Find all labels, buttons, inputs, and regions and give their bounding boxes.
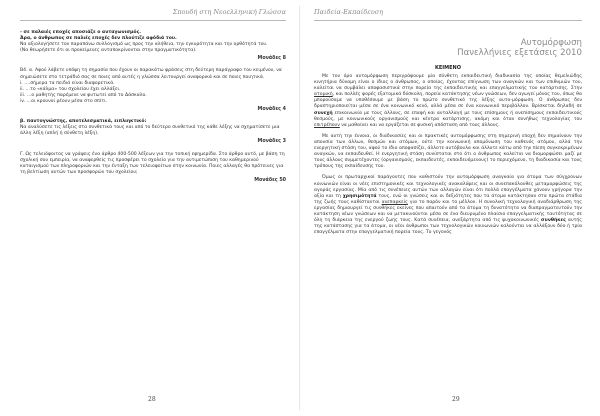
p1-part-a: Με τον όρο αυτομόρφωση περιγράφουμε μία σύνθετη εκπαιδευτική διαδικασία της οποίας θεμελιώδης κινητήρια δύναμη είναι ο ίδιος ο άνθρωπος, ο οποίος, έχοντας επίγνωση των αναγκών και των επιθυμιών του, καλείται να συμβάλει αποφασιστικά στην πορεία της εκπαιδευτικής και επαγγελματικής του κατάρτισης. Στην: [314, 74, 582, 92]
exam-title-topic: Αυτομόρφωση: [520, 38, 582, 48]
p3-bold-word: χρησιμότητά: [342, 193, 377, 199]
p1-part-c: επικοινωνία με τους άλλους, σε επαφή και ανταλλαγή με τους επίσημους ή ανεπίσημους εκπαιδευτικούς θεσμούς, με κοινωνικούς οργανισμούς και κέντρα κατάρτισης, ακόμη και όταν συνήθως τεχνολογίας του: [314, 110, 582, 122]
paragraph-3: [314, 175, 582, 236]
conclusion-line: Άρα, ο άνθρωπος σε παλιές εποχές δεν πλούτιζε αφόδιά του.: [20, 36, 177, 42]
p1-bold-word: συνεχή: [314, 110, 333, 116]
note-line: (Να θεωρήσετε ότι οι προκείμενες ανταποκρίνονται στην πραγματικότητα).: [20, 48, 197, 54]
gamma-text: Γ. Ως τελειόφοιτος να γράψεις ένα άρθρο 400-500 λέξεων για την τοπική εφημερίδα. Στο άρθρο αυτό, με βάση τη σχολική σου εμπειρία, να αναφερθείς τις προσφέρει το σχολείο για την αντιμετώπιση του καθημερινού καταιγισμού των πληροφοριών και την ένταξη των τελειοφοίτων στην κοινωνία. Ποιες αλλαγές θα πρότεινες για τη βελτίωση αυτών των προσφορών του σχολείου;: [20, 151, 285, 175]
p3-part-d: αυτής της κατάστασης για τα άτομα, οι νέοι άνθρωποι των τεχνολογικών κοινωνιών καλούνται να αλλάξουν δύο ή τρία επαγγέλματα στην επαγγελματική πορεία τους. Το γεγονός: [314, 218, 582, 236]
b4-item-1: i. ….σήμερα τα πειδιά είναι διαφορετικά.: [20, 80, 115, 86]
b4-intro: [20, 68, 286, 80]
p3-part-b: τους, ενώ οι γνώσεις και οι δεξιότητες που τα άτομα κατάκτησαν στα πρώτα στάδια της ζωής τους καθίστανται: [314, 193, 582, 205]
b-beta-text: Να αναλύσετε τις λέξεις στα συνθετικά τους και από το δεύτερο συνθετικό της κάθε λέξης να σχηματίσετε μια άλλη λέξη (απλή ή σύνθετη λέξη).: [20, 125, 280, 137]
p3-part-a: Όμως οι πρωταρχικοί παράγοντες που καθιστούν την αυτομόρφωση αναγκαία για άτομα των σύγχρονων κοινωνιών είναι οι νέες επιστημονικές και τεχνολογικές ανακαλύψεις και οι συνεπακόλουθες μεταμορφώσεις της αγοράς εργασίας. Μία από τις συνέπειες αυτών των αλλαγών είναι ότι πολλά επαγγέλματα χάνουν γρήγορα την αξία και τη: [314, 175, 582, 199]
b4-item-3: iii. …ο μαθητής παρέμενε να φυτωτεί από το Δάσκαλο.: [20, 92, 147, 98]
b-beta-heading: β. παντογνώστης, αποτελεσματικά, ειπλιηκτικό:: [20, 119, 147, 125]
right-page: [300, 0, 600, 416]
right-page-number: 29: [452, 396, 460, 403]
paragraph-1: [314, 74, 582, 129]
paragraph-2: Με αυτή την έννοια, οι διαδικασίες και οι πρακτικές αυτομόρφωσης στη σημερινή εποχή δεν σημαίνουν την απουσία των άλλων, θεσμών και ατόμων, ούτε την κοινωνική απομόνωση του καθενός ατόμου, αλλά την ενεργητική στάση του, αφού το ίδιο αποφασίζει, άλλοτε αυτόβουλα και άλλοτε κάτω από την πίεση συγκεκριμένων αναγκών, να εκπαιδευθεί. Η ενεργητική στάση συνίσταται στο ότι ο άνθρωπος καλείται να διαμορφώσει μαζί με τους άλλους συμμετέχοντες (οργανισμούς, εκπαιδευτές, εκπαιδευόμενους) το περιεχόμενο, τη διαδικασία και τους τρόπους της εκπαίδευσής του.: [314, 133, 582, 170]
score-3: Μονάδες 3: [257, 139, 286, 145]
b4-item-2: ii. …το «κάλμα» του σχολείου έχει αλλάξει.: [20, 86, 121, 92]
left-body: [20, 30, 286, 184]
score-2: Μονάδες 4: [257, 107, 286, 113]
b4-intro-text: Β4. α. Αφού λάβετε υπόψη τη σημασία που έχουν οι παρακάτω φράσεις στη δεύτερη παράγραφο του κειμένου, να σημειώσετε στο τετράδιό σας σε ποιες από αυτές η γλώσσα λειτουργεί αναφορικά και σε ποιες ποιητικά.: [20, 68, 282, 80]
p1-underlined-2: επιτρέπουν: [314, 122, 340, 128]
score-1: Μονάδες 8: [257, 56, 286, 62]
p3-bold-word-2: συνθήκες: [541, 218, 566, 224]
left-running-head: Σπουδή στη Νεοελληνική Γλώσσα: [20, 8, 286, 21]
right-running-head: Παιδεία-Εκπαίδευση: [314, 8, 582, 21]
p3-part-c: για το παρόν και το μέλλον. Η συνολική τεχνολογική αναδιάρθρωση της εργασίας δημιουργεί τις συνθήκες εκείνες που απαιτούν από τα άτομα τη δυνατότητα να διαπραγματευτούν την κατάκτηση νέων γνώσεων και να μετακινούνται μέσα σε ένα διευρυμένο πλαίσιο επαγγελματικής ταυτότητας σε όλη τη διάρκεια της ενεργού ζωής τους. Κατά συνέπεια, ανεξάρτητα από τις ψυχοκοινωνικές: [314, 199, 583, 224]
exam-title: [314, 38, 582, 58]
premise-line: - σε παλαιές εποχές αποσιάζε ο ανταγωνισμός.: [20, 30, 142, 35]
p1-part-b: , και πολλές φορές εξατομικά δύσκολη, πορεία κατάκτησης νέων γνώσεων, δεν αγωγεί μόνος του, όπως θα μπορούσαμε να υποθέσουμε με βάση το πρώτο συνθετικό της λέξης αυτο-μόρφωση. Ο άνθρωπος δεν δραστηριοποιείται μέσα σε ένα κοινωνικό κενό, αλλά μέσα σε ένα κοινωνικό περιβάλλον. Βρίσκεται δηλαδή σε: [314, 92, 582, 110]
score-4: Μονάδες 50: [254, 177, 286, 183]
p3-underlined-1: ανεπαρκείς: [381, 199, 408, 205]
exam-title-year: Πανελλήνιες εξετάσεις 2010: [457, 48, 582, 58]
p1-underlined-1: ατομική: [314, 92, 333, 98]
b4-item-4: iv. …οι κρουνοί ρέουν μέσα στο σπίτι.: [20, 98, 108, 104]
right-body: [314, 74, 582, 236]
left-page-number: 28: [148, 396, 156, 403]
text-heading: ΚΕΙΜΕΝΟ: [435, 65, 461, 71]
p1-part-d: να μαθαίνει και να εργάζεται σε φυσική απόσταση από τους άλλους.: [339, 122, 500, 128]
instruction-line: Να αξιολογήσετε τον παραπάνω συλλογισμό ως προς την αλήθεια, την εγκυρότητα και την ορθότητά του.: [20, 42, 268, 48]
